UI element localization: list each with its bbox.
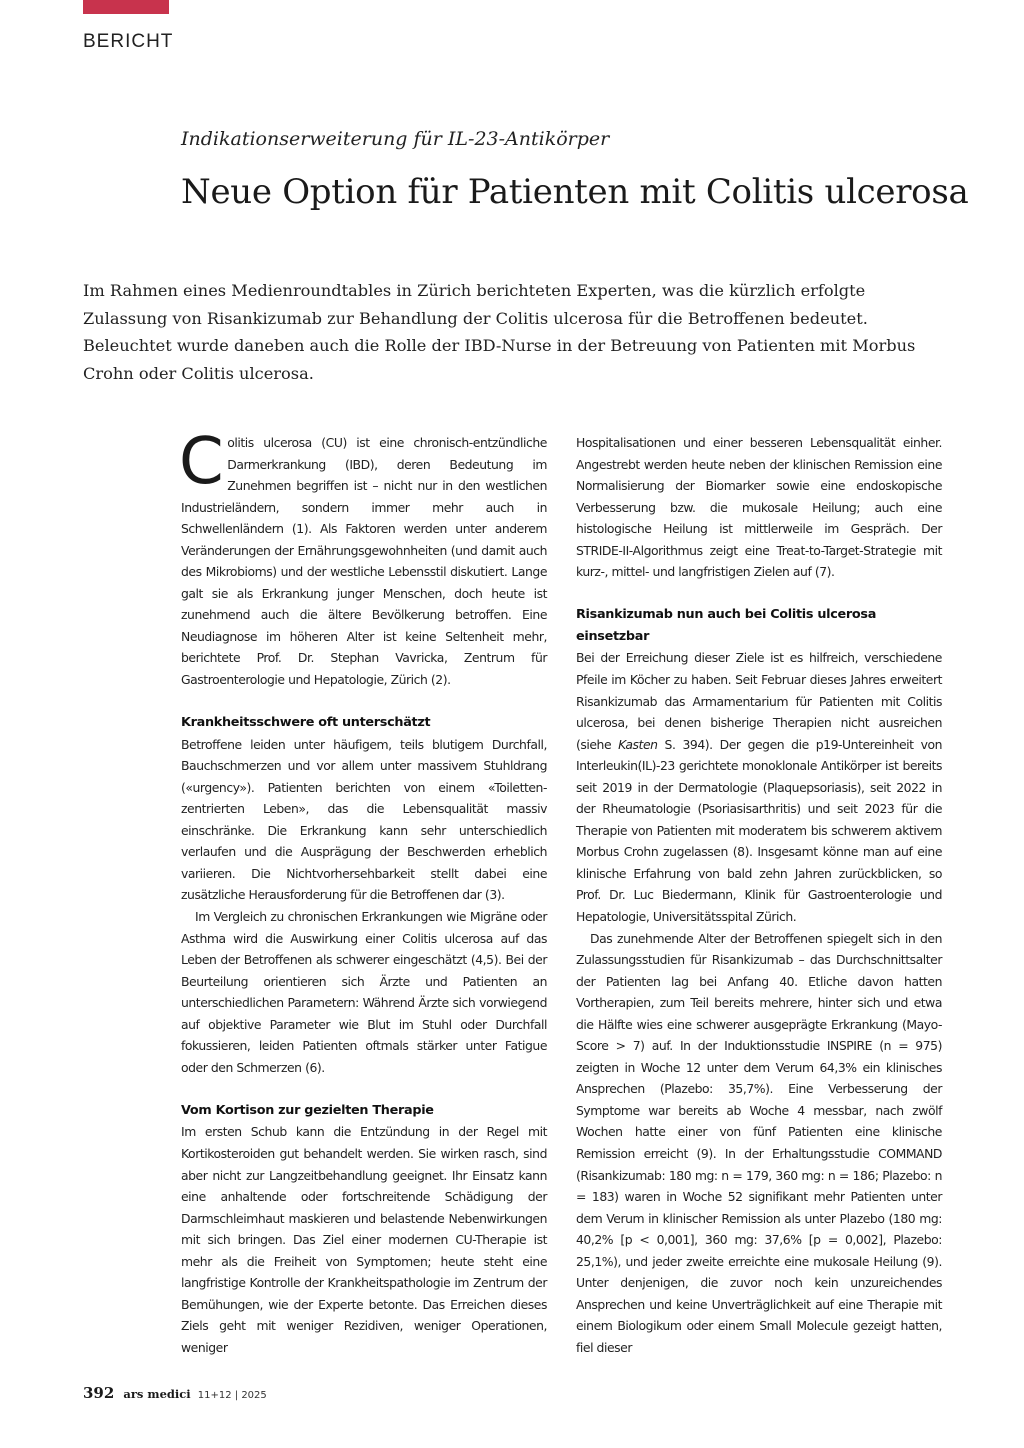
body-paragraph: Das zunehmende Alter der Betroffenen spiegelt sich in den Zulassungsstudien für Risankizumab – das Durchschnittsalter der Patienten lag bei Anfang 40. Etliche davon hatten Vortherapien, zum Teil bereits mehrere, hinter sich und etwa die Hälfte wies eine schwerer ausgeprägte Erkrankung (Mayo-Score > 7) auf. In der Induktionsstudie INSPIRE (n = 975) zeigten in Woche 12 unter dem Verum 64,3% ein klinisches Ansprechen (Plazebo: 35,7%). Eine Verbesserung der Symptome war bereits ab Woche 4 messbar, nach zwölf Wochen hatte einer von fünf Patienten eine klinische Remission erreicht (9). In der Erhaltungsstudie COMMAND (Risankizumab: 180 mg: n = 179, 360 mg: n = 186; Plazebo: n = 183) waren in Woche 52 signifikant mehr Patienten unter dem Verum in klinischer Remission als unter Plazebo (180 mg: 40,2% [p < 0,001], 360 mg: 37,6% [p = 0,002], Plazebo: 25,1%), und jeder zweite erreichte eine mukosale Heilung (9). Unter denjenigen, die zuvor noch kein unzureichendes Ansprechen und keine Unverträglichkeit auf eine Therapie mit einem Biologikum oder einem Small Molecule gezeigt hatten, fiel dieser (576, 930, 942, 1355)
subheading: Krankheitsschwere oft unterschätzt (181, 715, 431, 731)
article-kicker: Indikationserweiterung für IL-23-Antikörper (181, 128, 610, 150)
section-label: BERICHT (83, 31, 174, 52)
body-paragraph: Im Vergleich zu chronischen Erkrankungen wie Migräne oder Asthma wird die Auswirkung einer Colitis ulcerosa auf das Leben der Betroffenen als schwerer eingeschätzt (4,5). Bei der Beurteilung orientieren sich Ärzte und Patienten an unterschiedlichen Parametern: Während Ärzte sich vorwiegend auf objektive Parameter wie Blut im Stuhl oder Durchfall fokussieren, leiden Patienten oftmals stärker unter Fatigue oder den Schmerzen (6). (181, 908, 547, 1075)
body-paragraph (576, 647, 942, 927)
text-column-left (179, 425, 547, 1358)
body-paragraph (179, 425, 547, 691)
article-lead: Im Rahmen eines Medienroundtables in Zürich berichteten Experten, was die kürzlich erfolgte Zulassung von Risankizumab zur Behandlung der Colitis ulcerosa für die Betroffenen bedeutet. Beleuchtet wurde daneben auch die Rolle der IBD-Nurse in der Betreuung von Patienten mit Morbus Crohn oder Colitis ulcerosa. (83, 281, 916, 383)
paragraph-text: olitis ulcerosa (CU) ist eine chronisch-entzündliche Darmerkrankung (IBD), deren Bedeutung im Zunehmen begriffen ist – nicht nur in den westlichen Industrieländern, sondern immer mehr auch in Schwellenländern (1). Als Faktoren werden unter anderem Veränderungen der Ernährungsgewohnheiten (und damit auch des Mikrobioms) und der westliche Lebensstil diskutiert. Lange galt sie als Erkrankung junger Menschen, doch heute ist zunehmend auch die ältere Bevölkerung betroffen. Eine Neudiagnose im höheren Alter ist keine Seltenheit mehr, berichtete Prof. Dr. Stephan Vavricka, Zentrum für Gastroenterologie und Hepatologie, Zürich (2). (181, 435, 547, 688)
page-number: 392 (83, 1384, 115, 1402)
paragraph-text: Bei der Erreichung dieser Ziele ist es hilfreich, verschiedene Pfeile im Köcher zu haben. Seit Februar dieses Jahres erweitert Risankizumab das Armamentarium für Patienten mit Colitis ulcerosa, bei denen bisherige Therapien nicht ausreichen (siehe (576, 650, 942, 752)
magazine-name: ars medici (123, 1387, 191, 1401)
section-accent-bar (83, 0, 169, 14)
paragraph-text: S. 394). Der gegen die p19-Untereinheit von Interleukin(IL)-23 gerichtete monoklonale Antikörper ist bereits seit 2019 in der Dermatologie (Plaquepsoriasis), seit 2022 in der Rheumatologie (Psoriasisarthritis) und seit 2023 für die Therapie von Patienten mit moderatem bis schwerem aktivem Morbus Crohn zugelassen (8). Insgesamt könne man auf eine klinische Erfahrung von bald zehn Jahren zurückblicken, so Prof. Dr. Luc Biedermann, Klinik für Gastroenterologie und Hepatologie, Universitätsspital Zürich. (576, 736, 943, 924)
body-paragraph: Hospitalisationen und einer besseren Lebensqualität einher. Angestrebt werden heute neben der klinischen Remission eine Normalisierung der Biomarker sowie eine endoskopische Verbesserung bzw. die mukosale Heilung; auch eine histologische Heilung ist mittlerweile im Gespräch. Der STRIDE-II-Algorithmus zeigt eine Treat-to-Target-Strategie mit kurz-, mittel- und langfristigen Zielen auf (7). (576, 435, 942, 580)
box-reference: Kasten (618, 736, 658, 752)
subheading: Risankizumab nun auch bei Colitis ulcerosa einsetzbar (576, 607, 877, 644)
article-title: Neue Option für Patienten mit Colitis ulcerosa (181, 172, 969, 212)
drop-cap: C (179, 425, 224, 499)
text-column-right (576, 432, 942, 1358)
page-footer (83, 1383, 267, 1402)
body-paragraph: Betroffene leiden unter häufigem, teils blutigem Durchfall, Bauchschmerzen und vor allem unter massivem Stuhldrang («urgency»). Patienten berichten von einem «Toiletten-zentrierten Leben», das die Lebensqualität massiv einschränke. Die Erkrankung kann sehr unterschiedlich verlaufen und die Ausprägung der Beschwerden erheblich variieren. Die Nichtvorhersehbarkeit stellt dabei eine zusätzliche Herausforderung für die Betroffenen dar (3). (181, 736, 547, 903)
issue-info: 11+12 | 2025 (197, 1390, 267, 1401)
subheading: Vom Kortison zur gezielten Therapie (181, 1102, 434, 1118)
body-paragraph: Im ersten Schub kann die Entzündung in der Regel mit Kortikosteroiden gut behandelt werden. Sie wirken rasch, sind aber nicht zur Langzeitbehandlung geeignet. Ihr Einsatz kann eine anhaltende oder fortschreitende Schädigung der Darmschleimhaut maskieren und belastende Nebenwirkungen mit sich bringen. Das Ziel einer modernen CU-Therapie ist mehr als die Freiheit von Symptomen; heute steht eine langfristige Kontrolle der Krankheitspathologie im Zentrum der Bemühungen, wie der Experte betonte. Das Erreichen dieses Ziels geht mit weniger Rezidiven, weniger Operationen, weniger (181, 1124, 547, 1355)
